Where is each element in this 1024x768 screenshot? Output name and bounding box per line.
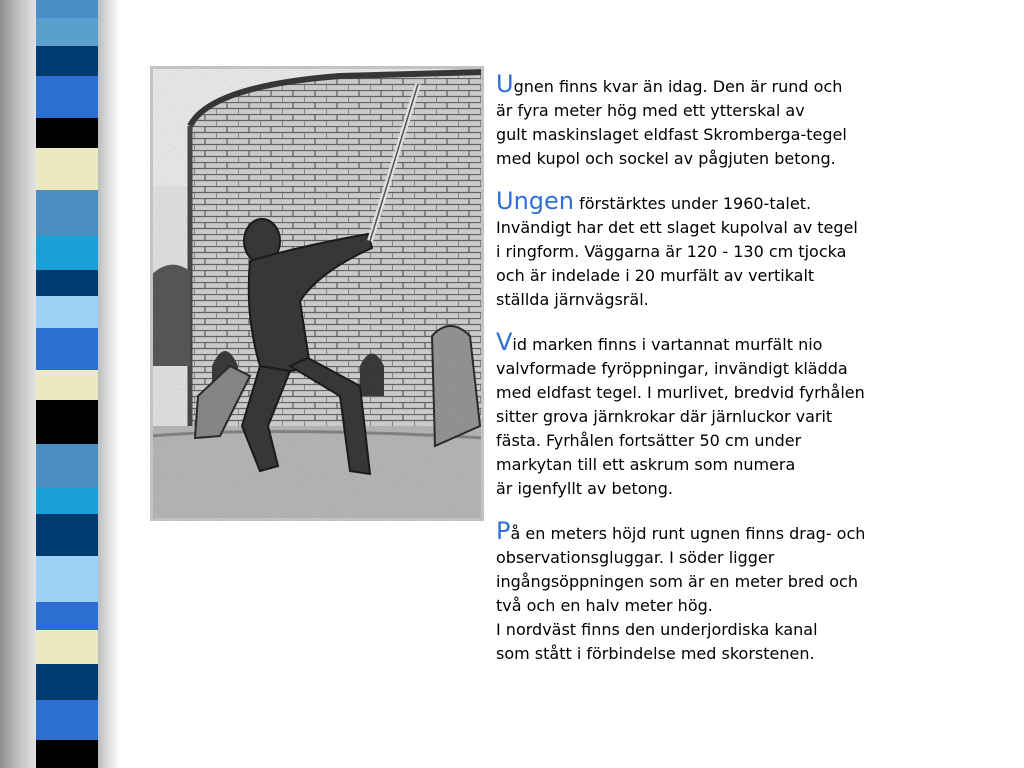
line-text: gnen finns kvar än idag. Den är rund och — [513, 77, 843, 96]
stripe-bar — [36, 556, 98, 602]
paragraph-line: fästa. Fyrhålen fortsätter 50 cm under — [496, 431, 802, 450]
stripe-bar — [36, 296, 98, 328]
stripe-bar — [36, 76, 98, 118]
line-text: id marken finns i vartannat murfält nio — [512, 335, 823, 354]
decorative-stripe — [0, 0, 120, 768]
paragraph-line: ingångsöppningen som är en meter bred och — [496, 572, 858, 591]
stripe-color-bars — [36, 0, 98, 768]
man-swinging-golf-club-image — [150, 66, 484, 521]
paragraph-line: med kupol och sockel av pågjuten betong. — [496, 149, 836, 168]
paragraph-line: i ringform. Väggarna är 120 - 130 cm tjocka — [496, 242, 847, 261]
paragraph-1 — [496, 72, 916, 171]
article-text — [496, 72, 916, 684]
paragraph-line: som stått i förbindelse med skorstenen. — [496, 644, 815, 663]
stripe-bar — [36, 514, 98, 556]
stripe-bar — [36, 0, 98, 18]
line-text: förstärktes under 1960-talet. — [574, 194, 812, 213]
stripe-shadow-left — [0, 0, 36, 768]
stripe-bar — [36, 328, 98, 370]
golfer-photo — [150, 66, 484, 521]
stripe-shadow-right — [98, 0, 120, 768]
paragraph-line — [496, 519, 916, 546]
paragraph-line — [496, 330, 916, 357]
line-text: å en meters höjd runt ugnen finns drag- och — [510, 524, 866, 543]
drop-initial: V — [496, 328, 513, 356]
stripe-bar — [36, 740, 98, 768]
stripe-bar — [36, 18, 98, 46]
paragraph-line: är fyra meter hög med ett ytterskal av — [496, 101, 805, 120]
paragraph-line: I nordväst finns den underjordiska kanal — [496, 620, 818, 639]
drop-initial: P — [496, 517, 511, 545]
paragraph-line — [496, 189, 916, 216]
paragraph-line: valvformade fyröppningar, invändigt klädda — [496, 359, 848, 378]
paragraph-line: gult maskinslaget eldfast Skromberga-tegel — [496, 125, 847, 144]
stripe-bar — [36, 236, 98, 270]
drop-initial: U — [496, 70, 514, 98]
paragraph-line: och är indelade i 20 murfält av vertikalt — [496, 266, 815, 285]
paragraph-line: observationsgluggar. I söder ligger — [496, 548, 775, 567]
paragraph-line: sitter grova järnkrokar där järnluckor varit — [496, 407, 833, 426]
paragraph-line: ställda järnvägsräl. — [496, 290, 649, 309]
stripe-bar — [36, 602, 98, 630]
stripe-bar — [36, 118, 98, 148]
paragraph-3 — [496, 330, 916, 501]
paragraph-line: markytan till ett askrum som numera — [496, 455, 796, 474]
stripe-bar — [36, 190, 98, 236]
stripe-bar — [36, 700, 98, 740]
paragraph-line: två och en halv meter hög. — [496, 596, 713, 615]
paragraph-line: Invändigt har det ett slaget kupolval av tegel — [496, 218, 858, 237]
stripe-bar — [36, 148, 98, 190]
stripe-bar — [36, 488, 98, 514]
paragraph-2 — [496, 189, 916, 312]
paragraph-line — [496, 72, 916, 99]
stripe-bar — [36, 444, 98, 488]
stripe-bar — [36, 400, 98, 444]
paragraph-line: är igenfyllt av betong. — [496, 479, 673, 498]
stripe-bar — [36, 370, 98, 400]
stripe-bar — [36, 664, 98, 700]
drop-initial: Ungen — [496, 187, 574, 215]
stripe-bar — [36, 630, 98, 664]
paragraph-4 — [496, 519, 916, 666]
paragraph-line: med eldfast tegel. I murlivet, bredvid fyrhålen — [496, 383, 865, 402]
stripe-bar — [36, 270, 98, 296]
stripe-bar — [36, 46, 98, 76]
